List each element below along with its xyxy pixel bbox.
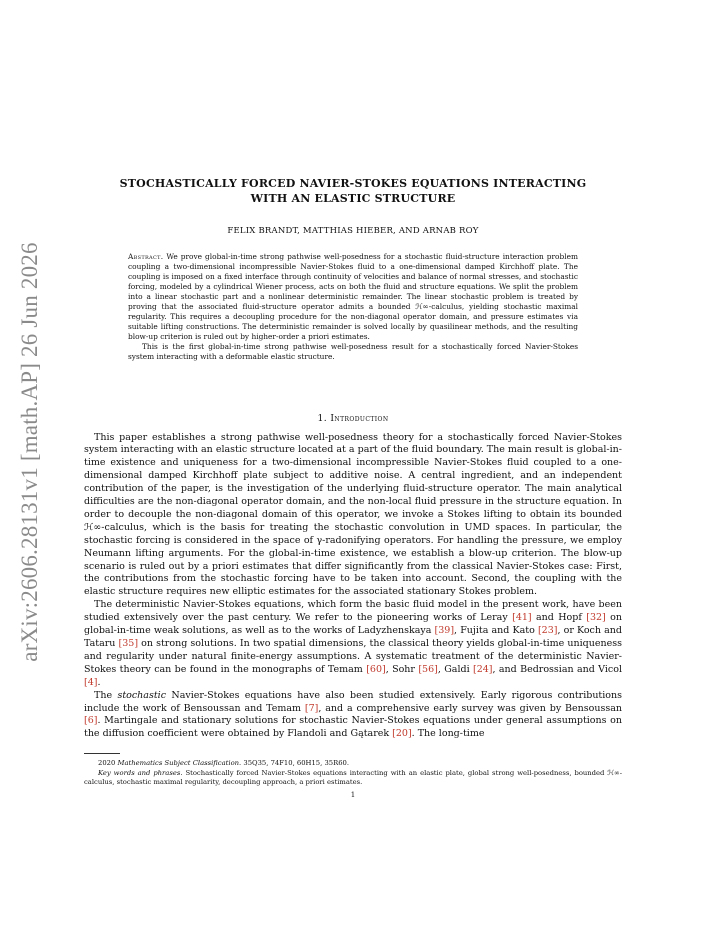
text-run: The	[94, 689, 118, 701]
abstract-paragraph-2: This is the first global-in-time strong pathwise well-posedness result for a stochastically forced Navier-Stokes system interacting with a deformable elastic structure.	[128, 342, 578, 362]
introduction-body	[84, 432, 622, 742]
section-title: Introduction	[330, 412, 389, 424]
citation-link[interactable]: [4]	[84, 676, 98, 688]
citation-link[interactable]: [32]	[586, 612, 606, 624]
abstract	[128, 252, 578, 363]
footnotes	[84, 759, 622, 787]
footnote-rule	[84, 753, 120, 754]
abstract-paragraph-1: We prove global-in-time strong pathwise well-posedness for a stochastic fluid-structure interaction problem coupling a two-dimensional incompressible Navier-Stokes fluid to a one-dimensional damped Kirchhoff plate. The coupling is imposed on a fixed interface through continuity of velocities and balance of normal stresses, and stochastic forcing, modeled by a cylindrical Wiener process, acts on both the fluid and structure equations. We split the problem into a linear stochastic part and a nonlinear deterministic remainder. The linear stochastic problem is treated by proving that the associated fluid-structure operator admits a bounded ℋ∞-calculus, yielding stochastic maximal regularity. This requires a decoupling procedure for the non-diagonal operator domain, and pressure estimates via suitable lifting constructions. The deterministic remainder is solved locally by quasilinear methods, and the resulting blow-up criterion is ruled out by higher-order a priori estimates.	[128, 252, 578, 342]
msc-label: Mathematics Subject Classification.	[117, 759, 242, 768]
paper-page	[84, 176, 622, 799]
citation-link[interactable]: [7]	[304, 702, 319, 714]
text-run: .	[97, 676, 101, 688]
emphasis: stochastic	[117, 689, 167, 701]
abstract-label: Abstract.	[128, 252, 164, 261]
msc-codes: 35Q35, 74F10, 60H15, 35R60.	[243, 759, 350, 768]
text-run: , Galdi	[437, 663, 473, 675]
text-run: , Fujita and Kato	[454, 625, 538, 637]
citation-link[interactable]: [23]	[537, 625, 558, 637]
citation-link[interactable]: [41]	[512, 612, 532, 624]
intro-paragraph-2	[84, 599, 622, 689]
citation-link[interactable]: [24]	[472, 663, 493, 675]
text-run: and Hopf	[531, 612, 587, 624]
text-run: , and a comprehensive early survey was given by Bensoussan	[318, 702, 623, 714]
keywords-footnote	[84, 769, 622, 788]
keywords: Stochastically forced Navier-Stokes equations interacting with an elastic plate, global strong well-posedness, bounded ℋ∞-calculus, stochastic maximal regularity, decoupling approach, a priori estimates.	[84, 768, 622, 787]
citation-link[interactable]: [39]	[434, 625, 455, 637]
citation-link[interactable]: [35]	[118, 638, 139, 650]
text-run: Navier-Stokes equations have also been studied extensively. Early rigorous contributions include the work of Bensoussan and Temam	[84, 689, 623, 714]
text-run: on global-in-time weak solutions, as well as to the works of Ladyzhenskaya	[84, 612, 623, 637]
text-run: . The long-time	[411, 728, 485, 740]
page-number: 1	[350, 791, 356, 800]
title-line-1: STOCHASTICALLY FORCED NAVIER-STOKES EQUATIONS INTERACTING	[119, 177, 587, 190]
text-run: , Sohr	[385, 663, 419, 675]
arxiv-identifier: arXiv:2606.28131v1 [math.AP] 26 Jun 2026	[17, 242, 42, 662]
arxiv-sidebar	[12, 242, 48, 662]
section-heading	[84, 413, 622, 424]
text-run: The deterministic Navier-Stokes equations, which form the basic fluid model in the present work, have been studied extensively over the past century. We refer to the pioneering works of Leray	[84, 599, 622, 624]
citation-link[interactable]: [20]	[392, 728, 412, 740]
msc-footnote	[84, 759, 622, 768]
text-run: , and Bedrossian and Vicol	[492, 663, 622, 675]
citation-link[interactable]: [60]	[366, 663, 386, 675]
keywords-label: Key words and phrases.	[98, 768, 183, 777]
citation-link[interactable]: [6]	[84, 715, 98, 727]
section-number: 1.	[317, 412, 328, 424]
intro-paragraph-1: This paper establishes a strong pathwise well-posedness theory for a stochastically forced Navier-Stokes system interacting with an elastic structure located at a part of the fluid boundary. The main result is global-in-time existence and uniqueness for a two-dimensional incompressible Navier-Stokes fluid coupled to a one-dimensional damped Kirchhoff plate subject to additive noise. A central ingredient, and an independent contribution of the paper, is the investigation of the underlying fluid-structure operator. The main analytical difficulties are the non-diagonal operator domain, and the non-local fluid pressure in the structure equation. In order to decouple the non-diagonal domain of this operator, we invoke a Stokes lifting to obtain its bounded ℋ∞-calculus, which is the basis for treating the stochastic convolution in UMD spaces. In particular, the stochastic forcing is considered in the space of γ-radonifying operators. For handling the pressure, we employ Neumann lifting arguments. For the global-in-time existence, we establish a blow-up criterion. The blow-up scenario is ruled out by a priori estimates that differ significantly from the classical Navier-Stokes case: First, the contributions from the stochastic forcing have to be taken into account. Second, the coupling with the elastic structure requires new elliptic estimates for the associated stationary Stokes problem.	[84, 431, 622, 598]
text-run: . Martingale and stationary solutions for stochastic Navier-Stokes equations under general assumptions on the diffusion coefficient were obtained by Flandoli and Gątarek	[84, 715, 622, 740]
text-run: on strong solutions. In two spatial dimensions, the classical theory yields global-in-time uniqueness and regularity under natural finite-energy assumptions. A systematic treatment of the deterministic Navier-Stokes theory can be found in the monographs of Temam	[84, 638, 622, 675]
paper-title	[84, 176, 622, 206]
title-line-2: WITH AN ELASTIC STRUCTURE	[250, 192, 456, 205]
citation-link[interactable]: [56]	[418, 663, 438, 675]
intro-paragraph-3	[84, 690, 622, 742]
author-list: FELIX BRANDT, MATTHIAS HIEBER, AND ARNAB ROY	[227, 226, 479, 236]
msc-year: 2020	[98, 759, 116, 768]
text-run: , or Koch and Tataru	[84, 625, 622, 650]
